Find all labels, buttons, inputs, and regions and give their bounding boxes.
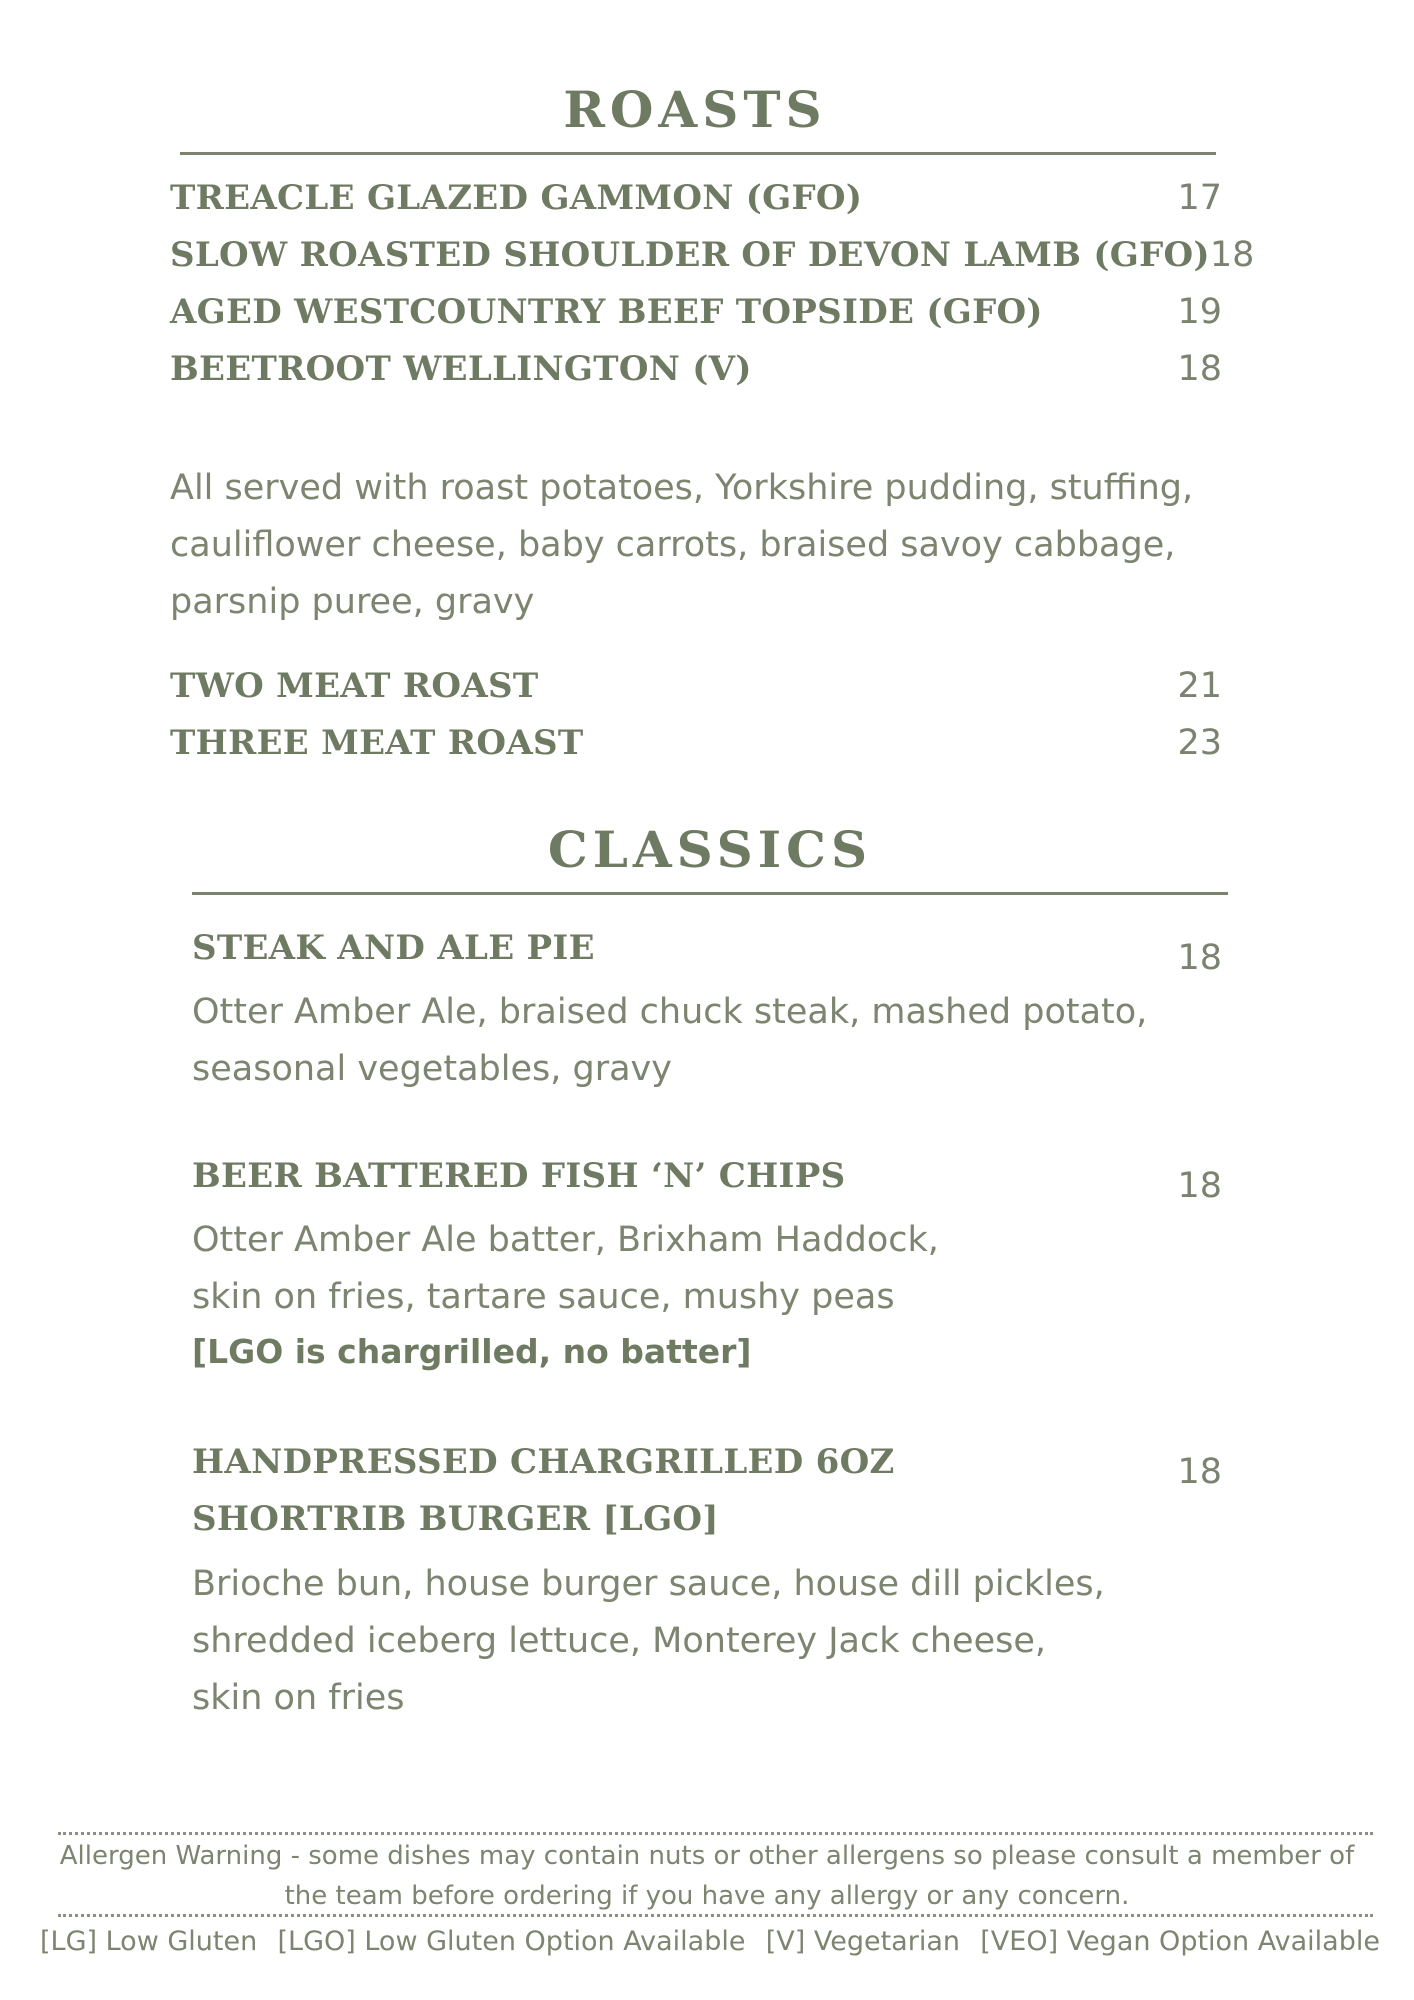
dish-price: 18 xyxy=(1177,349,1222,389)
classics-title: CLASSICS xyxy=(547,820,873,879)
description-line: Otter Amber Ale, braised chuck steak, mashed potato, xyxy=(192,992,1148,1032)
served-with-line: All served with roast potatoes, Yorkshire pudding, stuffing, xyxy=(170,468,1194,508)
dish-price: 18 xyxy=(1209,235,1255,275)
dish-price: 23 xyxy=(1177,723,1222,763)
classic-item xyxy=(192,928,1222,978)
allergen-line: the team before ordering if you have any allergy or any concern. xyxy=(284,1881,1130,1911)
legend-item: [LG] Low Gluten xyxy=(40,1926,258,1957)
roast-item xyxy=(170,349,1222,389)
footer-dotted-top xyxy=(58,1832,1373,1835)
dish-note: [LGO is chargrilled, no batter] xyxy=(192,1332,752,1371)
roast-combo xyxy=(170,666,1222,706)
dish-price: 17 xyxy=(1177,178,1222,218)
dish-description xyxy=(192,1212,939,1326)
dietary-legend xyxy=(40,1926,1380,1957)
dish-name: HANDPRESSED CHARGRILLED 6OZ xyxy=(192,1442,895,1482)
footer-dotted-bottom xyxy=(58,1914,1373,1917)
dish-name: TWO MEAT ROAST xyxy=(170,666,539,706)
description-line: seasonal vegetables, gravy xyxy=(192,1049,672,1089)
dish-price: 18 xyxy=(1177,1166,1222,1206)
roast-combo xyxy=(170,723,1222,763)
description-line: Brioche bun, house burger sauce, house dill pickles, xyxy=(192,1564,1105,1604)
classic-item xyxy=(192,1156,1222,1206)
dish-name: BEETROOT WELLINGTON (V) xyxy=(170,349,752,389)
description-line: skin on fries xyxy=(192,1678,405,1718)
dish-name: AGED WESTCOUNTRY BEEF TOPSIDE (GFO) xyxy=(170,292,1043,332)
dish-description xyxy=(192,984,1147,1098)
classics-divider xyxy=(192,892,1228,895)
served-with-line: cauliflower cheese, baby carrots, braised savoy cabbage, xyxy=(170,525,1176,565)
roast-item xyxy=(170,292,1222,332)
dish-name: BEER BATTERED FISH ‘N’ CHIPS xyxy=(192,1156,846,1196)
roasts-title: ROASTS xyxy=(563,80,827,139)
dish-description xyxy=(192,1556,1105,1727)
roasts-divider xyxy=(180,152,1216,155)
legend-item: [V] Vegetarian xyxy=(765,1926,960,1957)
roast-item xyxy=(170,178,1222,218)
dish-price: 19 xyxy=(1177,292,1222,332)
dish-name: THREE MEAT ROAST xyxy=(170,723,584,763)
roast-item xyxy=(170,235,1255,275)
dish-price: 18 xyxy=(1177,938,1222,978)
classic-item xyxy=(192,1442,1222,1492)
legend-item: [LGO] Low Gluten Option Available xyxy=(277,1926,746,1957)
dish-name-line-2: SHORTRIB BURGER [LGO] xyxy=(192,1499,719,1539)
dish-name: SLOW ROASTED SHOULDER OF DEVON LAMB (GFO) xyxy=(170,235,1210,275)
dish-name: TREACLE GLAZED GAMMON (GFO) xyxy=(170,178,863,218)
dish-price: 21 xyxy=(1177,666,1222,706)
legend-item: [VEO] Vegan Option Available xyxy=(980,1926,1380,1957)
allergen-warning xyxy=(40,1836,1374,1916)
roasts-served-with xyxy=(170,460,1193,631)
served-with-line: parsnip puree, gravy xyxy=(170,582,535,622)
description-line: Otter Amber Ale batter, Brixham Haddock, xyxy=(192,1220,939,1260)
dish-name: STEAK AND ALE PIE xyxy=(192,928,595,968)
description-line: shredded iceberg lettuce, Monterey Jack cheese, xyxy=(192,1621,1046,1661)
dish-price: 18 xyxy=(1177,1452,1222,1492)
description-line: skin on fries, tartare sauce, mushy peas xyxy=(192,1277,895,1317)
allergen-line: Allergen Warning - some dishes may contain nuts or other allergens so please consult a member of xyxy=(59,1841,1355,1871)
